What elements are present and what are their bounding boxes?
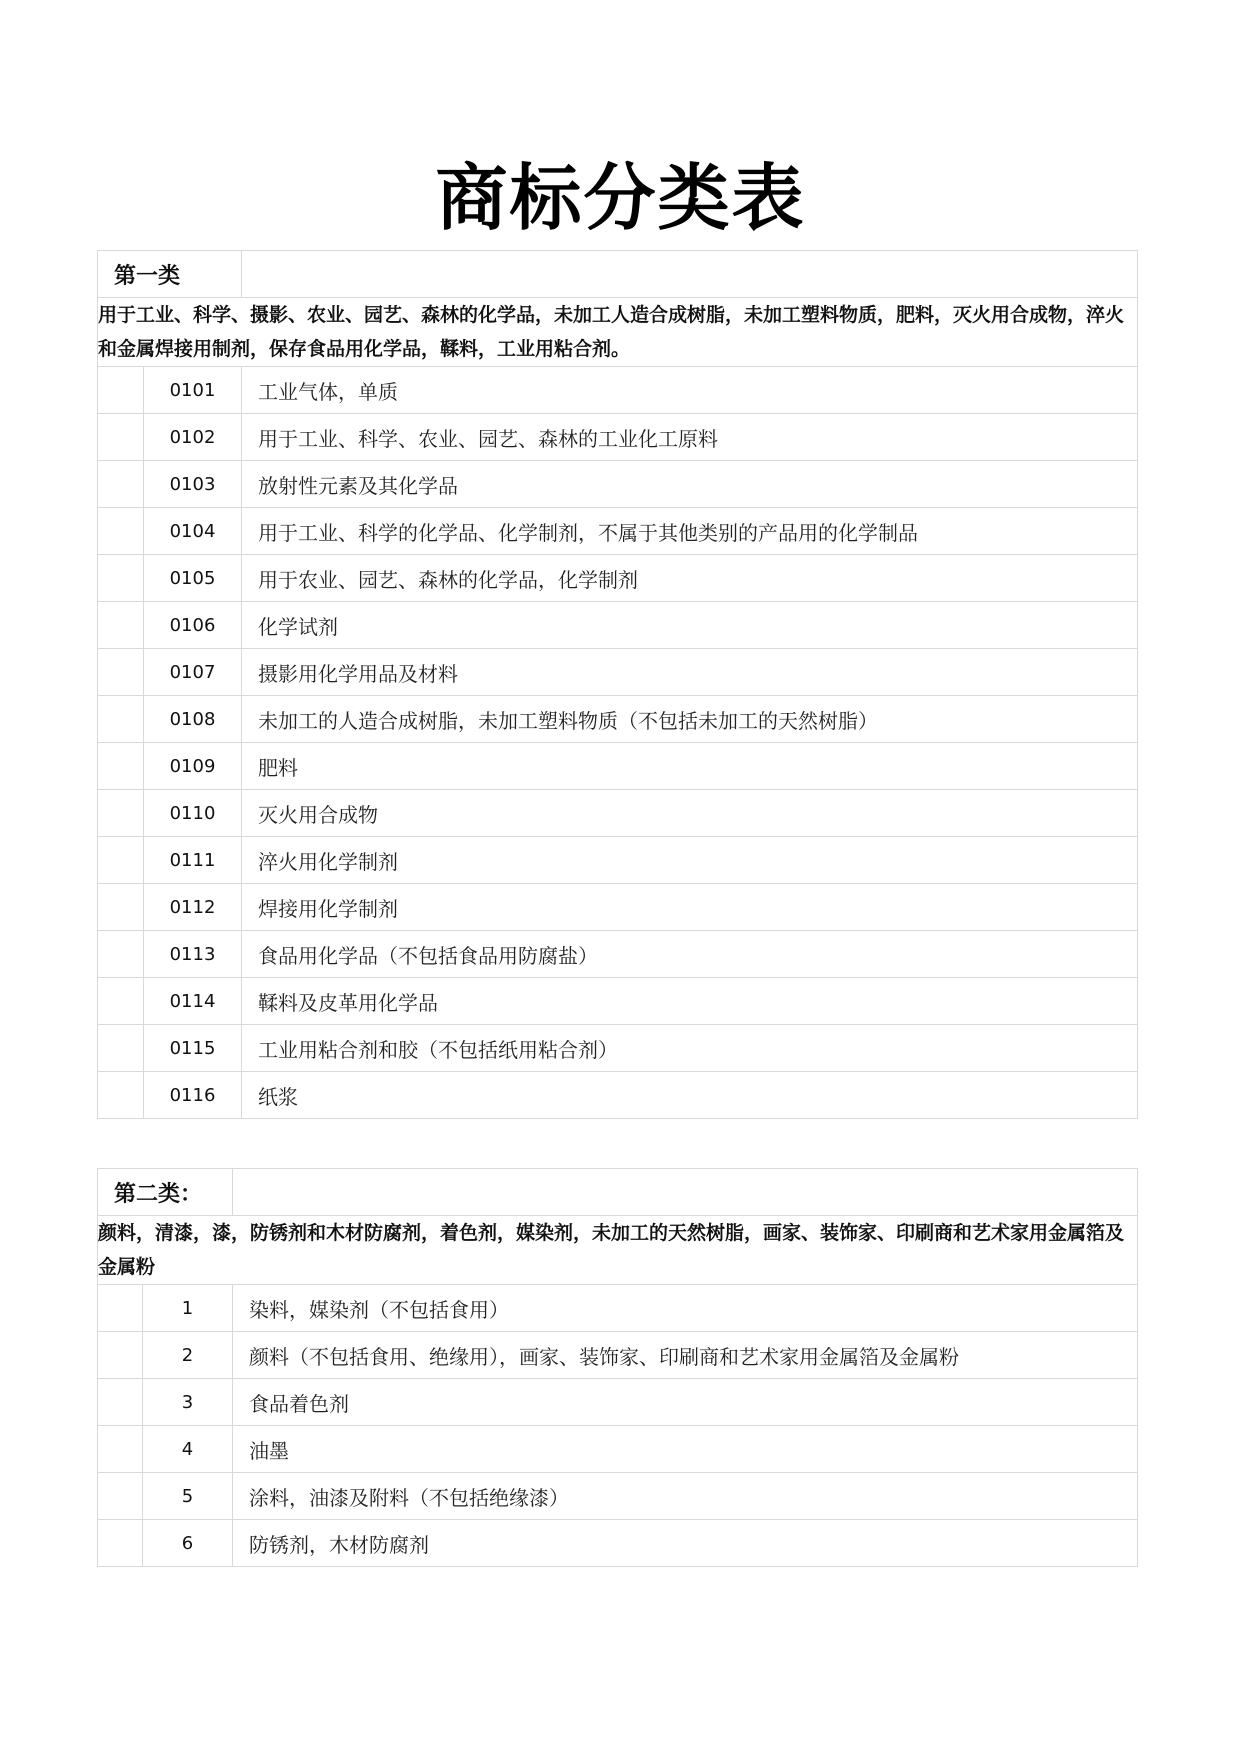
indent-cell — [98, 508, 144, 555]
table-row — [98, 414, 1138, 461]
item-code: 6 — [143, 1520, 233, 1567]
indent-cell — [98, 931, 144, 978]
item-code: 4 — [143, 1426, 233, 1473]
indent-cell — [98, 1072, 144, 1119]
indent-cell — [98, 414, 144, 461]
item-label: 焊接用化学制剂 — [242, 884, 1138, 931]
table-row — [98, 1072, 1138, 1119]
item-label: 用于工业、科学的化学品、化学制剂，不属于其他类别的产品用的化学制品 — [242, 508, 1138, 555]
class-heading-empty-cell — [233, 1169, 1138, 1216]
class-heading-row — [98, 251, 1138, 298]
indent-cell — [98, 461, 144, 508]
table-row — [98, 1426, 1138, 1473]
item-label: 工业气体，单质 — [242, 367, 1138, 414]
page-title: 商标分类表 — [435, 156, 806, 240]
table-row — [98, 696, 1138, 743]
indent-cell — [98, 1025, 144, 1072]
table-row — [98, 1285, 1138, 1332]
table-row — [98, 508, 1138, 555]
item-code: 5 — [143, 1473, 233, 1520]
class-heading: 第二类： — [98, 1169, 233, 1216]
item-label: 颜料（不包括食用、绝缘用），画家、装饰家、印刷商和艺术家用金属箔及金属粉 — [233, 1332, 1138, 1379]
table-row — [98, 555, 1138, 602]
item-code: 0104 — [144, 508, 242, 555]
item-label: 放射性元素及其化学品 — [242, 461, 1138, 508]
table-row — [98, 1332, 1138, 1379]
table-row — [98, 367, 1138, 414]
item-label: 纸浆 — [242, 1072, 1138, 1119]
item-label: 淬火用化学制剂 — [242, 837, 1138, 884]
class-description: 颜料，清漆，漆，防锈剂和木材防腐剂，着色剂，媒染剂，未加工的天然树脂，画家、装饰家、印刷商和艺术家用金属箔及金属粉 — [98, 1216, 1138, 1285]
table-row — [98, 1379, 1138, 1426]
item-code: 0105 — [144, 555, 242, 602]
table-row — [98, 931, 1138, 978]
indent-cell — [98, 649, 144, 696]
indent-cell — [98, 978, 144, 1025]
item-code: 0109 — [144, 743, 242, 790]
class-table-1 — [97, 250, 1138, 1119]
indent-cell — [98, 1473, 143, 1520]
item-code: 0103 — [144, 461, 242, 508]
item-label: 摄影用化学用品及材料 — [242, 649, 1138, 696]
indent-cell — [98, 790, 144, 837]
item-label: 化学试剂 — [242, 602, 1138, 649]
indent-cell — [98, 837, 144, 884]
indent-cell — [98, 602, 144, 649]
item-label: 染料，媒染剂（不包括食用） — [233, 1285, 1138, 1332]
table-row — [98, 790, 1138, 837]
item-code: 0106 — [144, 602, 242, 649]
item-code: 0102 — [144, 414, 242, 461]
item-code: 0112 — [144, 884, 242, 931]
item-code: 0115 — [144, 1025, 242, 1072]
class-table-2 — [97, 1168, 1138, 1567]
item-code: 0111 — [144, 837, 242, 884]
item-label: 食品着色剂 — [233, 1379, 1138, 1426]
item-code: 0101 — [144, 367, 242, 414]
indent-cell — [98, 743, 144, 790]
item-label: 用于工业、科学、农业、园艺、森林的工业化工原料 — [242, 414, 1138, 461]
item-label: 肥料 — [242, 743, 1138, 790]
item-label: 防锈剂，木材防腐剂 — [233, 1520, 1138, 1567]
indent-cell — [98, 696, 144, 743]
table-row — [98, 461, 1138, 508]
table-row — [98, 884, 1138, 931]
indent-cell — [98, 1285, 143, 1332]
table-row — [98, 1473, 1138, 1520]
indent-cell — [98, 1520, 143, 1567]
class-heading-row — [98, 1169, 1138, 1216]
item-label: 用于农业、园艺、森林的化学品，化学制剂 — [242, 555, 1138, 602]
class-heading-empty-cell — [242, 251, 1138, 298]
table-row — [98, 1025, 1138, 1072]
class-heading: 第一类 — [98, 251, 242, 298]
indent-cell — [98, 367, 144, 414]
item-code: 0114 — [144, 978, 242, 1025]
item-code: 0110 — [144, 790, 242, 837]
item-label: 食品用化学品（不包括食品用防腐盐） — [242, 931, 1138, 978]
table-row — [98, 978, 1138, 1025]
table-row — [98, 837, 1138, 884]
item-code: 3 — [143, 1379, 233, 1426]
table-row — [98, 602, 1138, 649]
table-row — [98, 649, 1138, 696]
item-code: 0113 — [144, 931, 242, 978]
item-label: 工业用粘合剂和胶（不包括纸用粘合剂） — [242, 1025, 1138, 1072]
class-description-row — [98, 1216, 1138, 1285]
class-description: 用于工业、科学、摄影、农业、园艺、森林的化学品，未加工人造合成树脂，未加工塑料物质，肥料，灭火用合成物，淬火和金属焊接用制剂，保存食品用化学品，鞣料，工业用粘合剂。 — [98, 298, 1138, 367]
item-label: 未加工的人造合成树脂，未加工塑料物质（不包括未加工的天然树脂） — [242, 696, 1138, 743]
table-row — [98, 1520, 1138, 1567]
indent-cell — [98, 1379, 143, 1426]
table-row — [98, 743, 1138, 790]
item-code: 0108 — [144, 696, 242, 743]
item-code: 2 — [143, 1332, 233, 1379]
item-label: 灭火用合成物 — [242, 790, 1138, 837]
indent-cell — [98, 1332, 143, 1379]
indent-cell — [98, 555, 144, 602]
item-label: 鞣料及皮革用化学品 — [242, 978, 1138, 1025]
item-label: 油墨 — [233, 1426, 1138, 1473]
item-label: 涂料，油漆及附料（不包括绝缘漆） — [233, 1473, 1138, 1520]
indent-cell — [98, 1426, 143, 1473]
item-code: 0107 — [144, 649, 242, 696]
indent-cell — [98, 884, 144, 931]
item-code: 0116 — [144, 1072, 242, 1119]
item-code: 1 — [143, 1285, 233, 1332]
class-description-row — [98, 298, 1138, 367]
